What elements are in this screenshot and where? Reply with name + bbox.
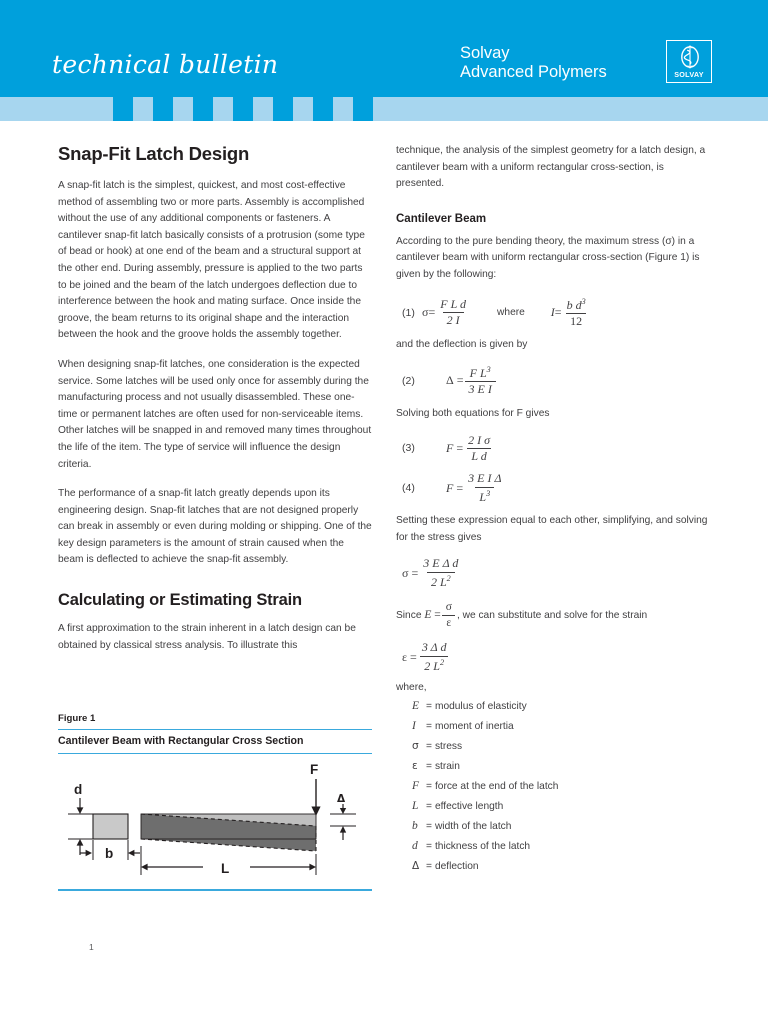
figure-label: Figure 1 bbox=[58, 713, 96, 724]
equation-1-second-num-exponent: 3 bbox=[581, 296, 586, 306]
equation-stress-den-text: 2 L bbox=[430, 574, 447, 589]
list-item bbox=[396, 840, 710, 852]
equation-1-second-fraction bbox=[563, 297, 590, 329]
figure-label-L: L bbox=[221, 861, 230, 877]
equation-3-denominator: L d bbox=[467, 448, 490, 463]
since-denominator: ε bbox=[442, 615, 455, 630]
nomenclature-equals: = bbox=[426, 720, 432, 732]
cantilever-beam-diagram-icon bbox=[58, 754, 372, 885]
nomenclature-symbol: I bbox=[412, 719, 416, 732]
equation-1-second-denominator: 12 bbox=[566, 313, 586, 328]
since-fraction bbox=[442, 601, 456, 630]
nomenclature-equals: = bbox=[426, 840, 432, 852]
nomenclature-symbol: E bbox=[412, 699, 420, 712]
intro-paragraph-3: The performance of a snap-fit latch greatly depends upon its engineering design. Snap-fit latches that are not designed properly can break in assembly or even during molding or shipping. One of the key design parameters is the amount of strain caused when the beam is deflected to achieve the snap-fit assembly. bbox=[58, 488, 372, 566]
equation-4-denominator bbox=[475, 487, 494, 504]
equation-1-lhs: σ bbox=[422, 305, 429, 319]
figure-label-delta: Δ bbox=[337, 793, 346, 806]
nomenclature-definition: stress bbox=[434, 740, 463, 752]
solvay-logo bbox=[666, 40, 712, 83]
nomenclature-symbol: F bbox=[412, 779, 420, 792]
equation-strain-fraction bbox=[418, 641, 451, 673]
equation-1-number: (1) bbox=[402, 306, 415, 319]
since-lhs: E bbox=[424, 609, 432, 622]
list-item bbox=[396, 720, 710, 732]
equation-2-numerator bbox=[466, 365, 495, 381]
figure-label-F: F bbox=[310, 762, 319, 778]
equation-strain-numerator: 3 Δ d bbox=[421, 640, 447, 655]
nomenclature-definition: strain bbox=[434, 760, 460, 772]
company-name bbox=[460, 44, 607, 82]
right-column bbox=[396, 143, 710, 880]
equation-stress-fraction bbox=[419, 557, 462, 589]
equation-2 bbox=[396, 365, 710, 397]
equation-1-second-lhs: I bbox=[550, 305, 555, 319]
equation-3-equals: = bbox=[453, 440, 464, 455]
equation-1-second-numerator bbox=[563, 297, 590, 313]
nomenclature-definition: width of the latch bbox=[434, 820, 512, 832]
nomenclature-equals: = bbox=[426, 740, 432, 752]
cantilever-beam-paragraph: According to the pure bending theory, the maximum stress (σ) in a cantilever beam with uniform rectangular cross-section (Figure 1) is given by the following: bbox=[396, 235, 700, 280]
equation-2-equals: = bbox=[453, 373, 464, 388]
nomenclature-list bbox=[396, 682, 710, 872]
header-banner bbox=[0, 0, 768, 97]
section-paragraph: A first approximation to the strain inherent in a latch design can be obtained by classical stress analysis. To illustrate this bbox=[58, 623, 356, 651]
since-suffix: , we can substitute and solve for the strain bbox=[456, 610, 648, 622]
equation-3-body bbox=[422, 434, 495, 464]
equation-strain-equals: = bbox=[407, 649, 417, 664]
equation-strain-den-exponent: 2 bbox=[439, 657, 445, 667]
section-heading-calculating-strain: Calculating or Estimating Strain bbox=[58, 591, 302, 610]
equation-2-number: (2) bbox=[402, 374, 415, 387]
equation-2-fraction bbox=[465, 365, 496, 397]
intro-paragraph-2: When designing snap-fit latches, one consideration is the expected service. Some latches will be used only once for assembly during the manufacturing process and not usually disassembled. These one-time or permanent latches are often used for non-serviceable items. Other latches will be snapped in and removed many times throughout the life of the item. The type of service will influence the design criteria. bbox=[58, 358, 372, 470]
list-item bbox=[396, 760, 710, 772]
logo-wordmark: SOLVAY bbox=[674, 70, 704, 79]
equation-strain-lhs: ε bbox=[402, 649, 408, 664]
figure-label-d: d bbox=[74, 782, 83, 798]
equation-1-numerator: F L d bbox=[440, 296, 467, 311]
equation-3-number: (3) bbox=[402, 442, 415, 455]
nomenclature-symbol: L bbox=[412, 799, 419, 812]
equation-stress-den-exponent: 2 bbox=[446, 573, 451, 583]
equation-stress-equals: = bbox=[408, 565, 419, 580]
equation-1-second-equals: = bbox=[554, 305, 562, 319]
nomenclature-definition: moment of inertia bbox=[434, 720, 514, 732]
nomenclature-label: where, bbox=[396, 681, 427, 693]
equation-stress bbox=[396, 557, 710, 589]
nomenclature-definition: modulus of elasticity bbox=[434, 700, 527, 712]
publication-type-label: technical bulletin bbox=[52, 50, 279, 79]
equation-3-lhs: F bbox=[446, 440, 454, 455]
equation-4-fraction bbox=[464, 472, 505, 504]
left-column bbox=[58, 143, 372, 667]
equation-strain-den-text: 2 L bbox=[424, 658, 440, 673]
text-after-equation-2: Solving both equations for F gives bbox=[396, 407, 550, 419]
equation-stress-lhs: σ bbox=[402, 565, 409, 580]
company-name-line1: Solvay bbox=[460, 44, 510, 62]
nomenclature-equals: = bbox=[426, 760, 432, 772]
equation-stress-body bbox=[396, 557, 463, 589]
equation-2-num-text: F L bbox=[469, 366, 487, 381]
nomenclature-symbol: b bbox=[412, 819, 418, 832]
list-item bbox=[396, 700, 710, 712]
equation-2-denominator: 3 E I bbox=[465, 381, 496, 396]
equation-stress-numerator: 3 E Δ d bbox=[423, 556, 459, 571]
equation-4-den-text: L bbox=[479, 489, 487, 504]
since-prefix: Since bbox=[396, 610, 422, 622]
equation-4-lhs: F bbox=[446, 480, 454, 495]
nomenclature-equals: = bbox=[426, 860, 432, 872]
equation-1-fraction bbox=[436, 298, 470, 328]
nomenclature-symbol: σ bbox=[412, 739, 419, 752]
equation-2-lhs: Δ bbox=[446, 373, 454, 388]
company-name-line2: Advanced Polymers bbox=[460, 63, 607, 81]
equation-4 bbox=[396, 472, 710, 504]
equation-1-where-word: where bbox=[497, 307, 525, 318]
equation-strain bbox=[396, 641, 710, 673]
nomenclature-symbol: d bbox=[412, 839, 418, 852]
equation-1-second-num-text: b d bbox=[566, 297, 582, 312]
since-equals: = bbox=[431, 609, 441, 622]
nomenclature-equals: = bbox=[426, 780, 432, 792]
continuation-paragraph: technique, the analysis of the simplest geometry for a latch design, a cantilever beam with a uniform rectangular cross-section, is presented. bbox=[396, 145, 706, 190]
equation-1-equals: = bbox=[428, 305, 436, 319]
equation-3-numerator: 2 I σ bbox=[468, 432, 491, 447]
intro-paragraph-1: A snap-fit latch is the simplest, quickest, and most cost-effective method of assembling two or more parts. Assembly is accomplished without the use of any additional components or fasteners. A cantilever snap-fit latch basically consists of a protrusion (some type of bead or hook) at one end of the beam and a structural support at the other end. During assembly, pressure is applied to the two parts to be joined and the beam of the latch undergoes deflection due to interference between the hook and mating surface. Once inside the groove, the beam returns to its original shape and the interaction between the hook and the groove holds the assembly together. bbox=[58, 180, 365, 341]
nomenclature-symbol: ε bbox=[412, 759, 418, 772]
nomenclature-definition: thickness of the latch bbox=[434, 840, 531, 852]
since-inline-equation bbox=[424, 601, 457, 630]
equation-1 bbox=[396, 297, 710, 329]
since-modulus-sentence bbox=[396, 601, 710, 630]
figure-caption: Cantilever Beam with Rectangular Cross Section bbox=[58, 735, 304, 748]
nomenclature-definition: effective length bbox=[434, 800, 504, 812]
nomenclature-definition: deflection bbox=[434, 860, 479, 872]
page-title: Snap-Fit Latch Design bbox=[58, 143, 250, 164]
figure-label-b: b bbox=[105, 846, 114, 862]
list-item bbox=[396, 820, 710, 832]
list-item bbox=[396, 800, 710, 812]
equation-4-den-exponent: 3 bbox=[486, 488, 491, 498]
figure-diagram bbox=[58, 754, 372, 885]
text-after-equation-1: and the deflection is given by bbox=[396, 339, 528, 351]
equation-2-num-exponent: 3 bbox=[486, 365, 491, 375]
equation-stress-denominator bbox=[427, 572, 455, 589]
list-item bbox=[396, 740, 710, 752]
figure-rule-bottom bbox=[58, 889, 372, 890]
equation-3-fraction bbox=[464, 434, 494, 464]
equation-4-equals: = bbox=[453, 480, 464, 495]
nomenclature-equals: = bbox=[426, 800, 432, 812]
text-after-equation-4: Setting these expression equal to each other, simplifying, and solving for the stress gives bbox=[396, 515, 708, 543]
nomenclature-definition: force at the end of the latch bbox=[434, 780, 559, 792]
list-item bbox=[396, 780, 710, 792]
nomenclature-equals: = bbox=[426, 700, 432, 712]
equation-4-number: (4) bbox=[402, 482, 415, 495]
list-item bbox=[396, 860, 710, 872]
decorative-checker-band bbox=[0, 97, 768, 121]
equation-4-body bbox=[422, 472, 507, 504]
equation-strain-body bbox=[396, 641, 451, 673]
checker-squares bbox=[113, 97, 373, 121]
equation-2-body bbox=[422, 365, 497, 397]
equation-3 bbox=[396, 434, 710, 464]
equation-4-numerator: 3 E I Δ bbox=[468, 471, 502, 486]
nomenclature-equals: = bbox=[426, 820, 432, 832]
equation-strain-denominator bbox=[420, 656, 448, 673]
since-numerator: σ bbox=[445, 601, 452, 614]
subsection-heading-cantilever-beam: Cantilever Beam bbox=[396, 212, 487, 225]
nomenclature-symbol: Δ bbox=[412, 859, 420, 872]
figure-1 bbox=[58, 713, 372, 891]
equation-1-body bbox=[422, 297, 591, 329]
page-number: 1 bbox=[89, 942, 94, 952]
equation-1-denominator: 2 I bbox=[443, 312, 464, 327]
